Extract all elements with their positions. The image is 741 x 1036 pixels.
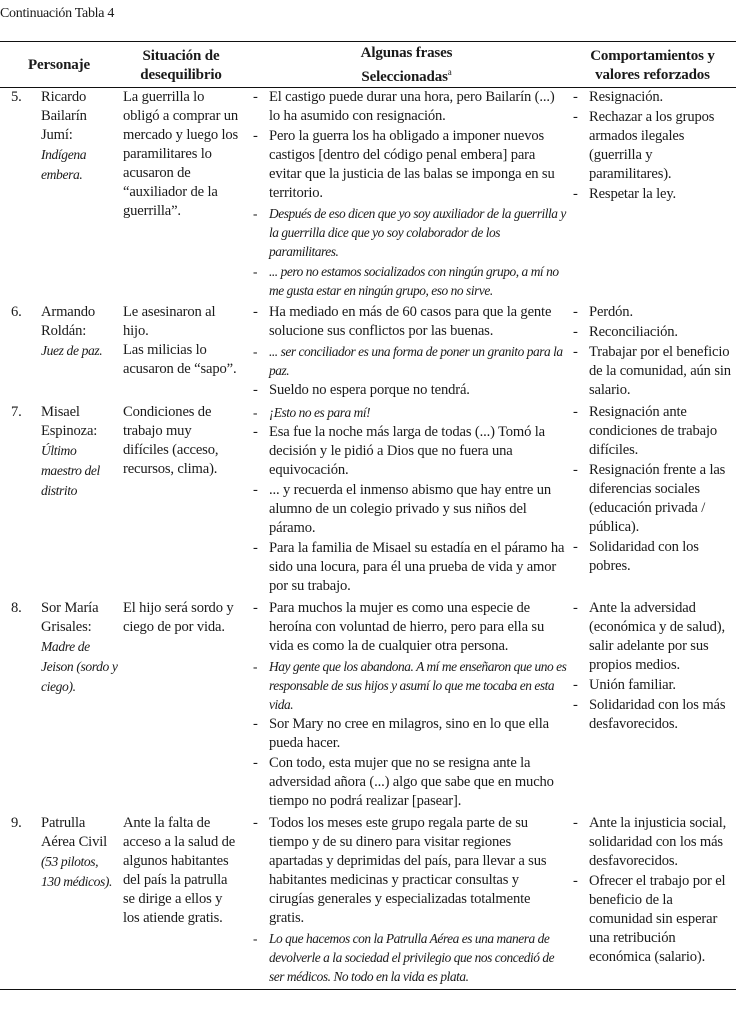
cell-situacion — [118, 303, 244, 403]
value-item: - Resignación frente a las diferencias sociales (educación privada / pública). — [569, 461, 736, 537]
phrases-list — [246, 814, 567, 986]
character-role: Juez de paz. — [41, 343, 103, 358]
values-list — [569, 88, 736, 204]
character-name: Misael Espinoza: — [41, 404, 98, 439]
cell-frases — [244, 599, 569, 814]
character-info — [41, 303, 118, 361]
header-situacion-line1: Situación de — [142, 47, 220, 64]
row-number: 9. — [11, 815, 22, 831]
character-info — [41, 88, 118, 185]
values-list — [569, 403, 736, 576]
value-item: - Resignación ante condiciones de trabajo difíciles. — [569, 403, 736, 460]
header-frases — [244, 42, 569, 88]
phrase-item: - Para muchos la mujer es como una especie de heroína con voluntad de hierro, pero para ella su vida es como la de cualquier otra persona. — [246, 599, 567, 656]
header-frases-line1: Algunas frases — [360, 45, 453, 61]
character-name: Armando Roldán: — [41, 304, 96, 339]
phrase-item: - Hay gente que los abandona. A mí me enseñaron que uno es responsable de sus hijos y asumí lo que me tocaba en esta vida. — [246, 657, 567, 714]
cell-situacion — [118, 403, 244, 599]
cell-situacion — [118, 599, 244, 814]
value-item: - Respetar la ley. — [569, 185, 736, 204]
value-item: - Solidaridad con los pobres. — [569, 538, 736, 576]
header-valores-line1: Comportamientos y — [590, 47, 715, 64]
character-role: Madre de Jeison (sordo y ciego). — [41, 639, 118, 694]
phrase-item: - Para la familia de Misael su estadía en el páramo ha sido una locura, para él una prueba de vida y amor por su trabajo. — [246, 539, 567, 596]
character-info — [41, 814, 118, 892]
situation-line: Las milicias lo acusaron de “sapo”. — [123, 342, 237, 377]
cell-valores — [569, 814, 736, 990]
phrase-item: - Sueldo no espera porque no tendrá. — [246, 381, 567, 400]
values-list — [569, 814, 736, 967]
phrases-list — [246, 599, 567, 811]
header-situacion-line2: desequilibrio — [140, 66, 222, 83]
table-header-row — [0, 42, 736, 88]
row-number: 6. — [11, 304, 22, 320]
footnote-marker: a — [447, 67, 452, 77]
phrases-list — [246, 403, 567, 596]
phrase-item: - Con todo, esta mujer que no se resigna ante la adversidad añora (...) algo que sabe que en mucho tiempo no podrá realizar [pasear]. — [246, 754, 567, 811]
cell-frases — [244, 814, 569, 990]
cell-personaje — [0, 814, 118, 990]
values-list — [569, 303, 736, 400]
phrases-list — [246, 303, 567, 400]
phrase-item: - Después de eso dicen que yo soy auxiliador de la guerrilla y la guerrilla dice que yo soy colaborador de los paramilitares. — [246, 204, 567, 261]
phrases-list — [246, 88, 567, 300]
phrase-item: - Lo que hacemos con la Patrulla Aérea es una manera de devolverle a la sociedad el privilegio que nos concedió de ser médicos. No todo en la vida es plata. — [246, 929, 567, 986]
character-role: Último maestro del distrito — [41, 443, 100, 498]
value-item: - Resignación. — [569, 88, 736, 107]
character-name: Patrulla Aérea Civil — [41, 815, 108, 850]
cell-valores — [569, 88, 736, 304]
situation-text: La guerrilla lo obligó a comprar un mercado y luego los paramilitares lo acusaron de “auxiliador de la guerrilla”. — [123, 89, 239, 219]
cell-frases — [244, 303, 569, 403]
value-item: - Solidaridad con los más desfavorecidos. — [569, 696, 736, 734]
cell-situacion — [118, 88, 244, 304]
value-item: - Ofrecer el trabajo por el beneficio de la comunidad sin esperar una retribución económica (salario). — [569, 872, 736, 967]
header-personaje-label: Personaje — [28, 57, 90, 73]
situation-text: Ante la falta de acceso a la salud de algunos habitantes del país la patrulla se dirige a ellos y los atiende gratis. — [123, 815, 236, 926]
value-item: - Unión familiar. — [569, 676, 736, 695]
header-valores-line2: valores reforzados — [595, 66, 710, 83]
row-number: 5. — [11, 89, 22, 105]
table-row — [0, 599, 736, 814]
row-number: 8. — [11, 600, 22, 616]
table-caption: Continuación Tabla 4 — [0, 6, 115, 21]
phrase-item: - Todos los meses este grupo regala parte de su tiempo y de su dinero para visitar regiones apartadas y deprimidas del país, para llevar a sus habitantes medicinas y practicar consultas y cirugías generales y especializadas totalmente gratis. — [246, 814, 567, 928]
character-name: Ricardo Bailarín Jumí: — [41, 89, 87, 143]
header-situacion — [118, 42, 244, 88]
phrase-item: - Ha mediado en más de 60 casos para que la gente solucione sus conflictos por las buenas. — [246, 303, 567, 341]
situation-line: Le asesinaron al hijo. — [123, 304, 216, 339]
phrase-item: - ... pero no estamos socializados con ningún grupo, a mí no me gusta estar en ningún grupo, eso no sirve. — [246, 262, 567, 300]
value-item: - Reconciliación. — [569, 323, 736, 342]
cell-valores — [569, 403, 736, 599]
cell-personaje — [0, 599, 118, 814]
characters-table — [0, 41, 736, 990]
situation-text: El hijo será sordo y ciego de por vida. — [123, 600, 234, 635]
header-frases-line2-wrap — [244, 63, 569, 87]
phrase-item: - El castigo puede durar una hora, pero Bailarín (...) lo ha asumido con resignación. — [246, 88, 567, 126]
character-role: Indígena embera. — [41, 147, 87, 182]
cell-personaje — [0, 88, 118, 304]
value-item: - Ante la adversidad (económica y de salud), salir adelante por sus propios medios. — [569, 599, 736, 675]
row-number: 7. — [11, 404, 22, 420]
cell-situacion — [118, 814, 244, 990]
phrase-item: - ¡Esto no es para mí! — [246, 403, 567, 422]
cell-frases — [244, 403, 569, 599]
character-role: (53 pilotos, 130 médicos). — [41, 854, 113, 889]
table-row — [0, 403, 736, 599]
value-item: - Rechazar a los grupos armados ilegales (guerrilla y paramilitares). — [569, 108, 736, 184]
cell-valores — [569, 599, 736, 814]
phrase-item: - Esa fue la noche más larga de todas (...) Tomó la decisión y le pidió a Dios que no fuera una equivocación. — [246, 423, 567, 480]
table-row — [0, 303, 736, 403]
values-list — [569, 599, 736, 734]
phrase-item: - Pero la guerra los ha obligado a imponer nuevos castigos [dentro del código penal embera] para evitar que la justicia de las balas se imponga en su territorio. — [246, 127, 567, 203]
cell-valores — [569, 303, 736, 403]
character-info — [41, 403, 118, 501]
cell-personaje — [0, 303, 118, 403]
phrase-item: - ... ser conciliador es una forma de poner un granito para la paz. — [246, 342, 567, 380]
cell-personaje — [0, 403, 118, 599]
phrase-item: - ... y recuerda el inmenso abismo que hay entre un alumno de un colegio privado y sus niños del páramo. — [246, 481, 567, 538]
header-personaje — [0, 42, 118, 88]
cell-frases — [244, 88, 569, 304]
table-row — [0, 88, 736, 304]
value-item: - Trabajar por el beneficio de la comunidad, aún sin salario. — [569, 343, 736, 400]
character-info — [41, 599, 118, 697]
character-name: Sor María Grisales: — [41, 600, 99, 635]
value-item: - Perdón. — [569, 303, 736, 322]
header-valores — [569, 42, 736, 88]
situation-text: Condiciones de trabajo muy difíciles (acceso, recursos, clima). — [123, 404, 219, 477]
header-frases-line2: Seleccionadas — [361, 69, 448, 85]
phrase-item: - Sor Mary no cree en milagros, sino en lo que ella pueda hacer. — [246, 715, 567, 753]
value-item: - Ante la injusticia social, solidaridad con los más desfavorecidos. — [569, 814, 736, 871]
table-row — [0, 814, 736, 990]
